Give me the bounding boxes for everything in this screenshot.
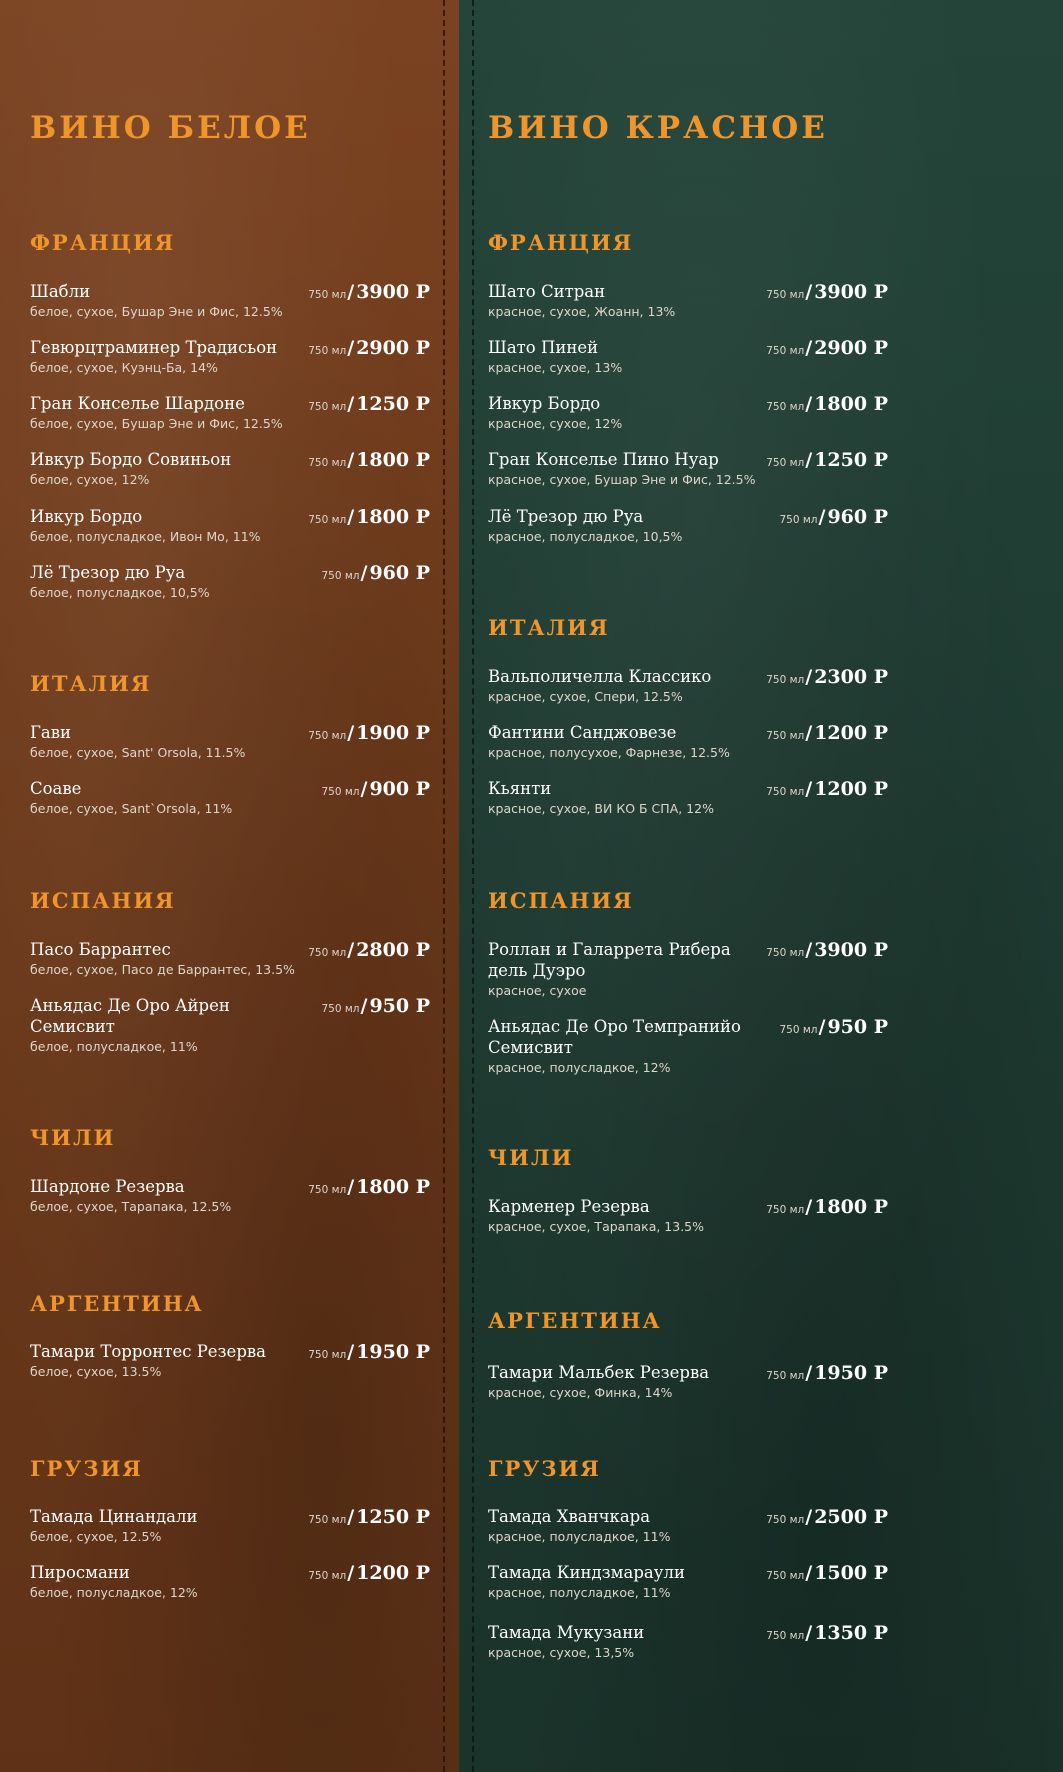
red-wine-title: ВИНО КРАСНОЕ bbox=[488, 110, 828, 146]
wine-item bbox=[488, 1622, 888, 1661]
wine-volume: 750 мл bbox=[321, 1003, 360, 1015]
wine-item bbox=[30, 281, 430, 320]
price-amount: 1250 Р bbox=[356, 393, 430, 415]
wine-price bbox=[321, 995, 430, 1020]
country-heading: ЧИЛИ bbox=[488, 1145, 574, 1170]
wine-price bbox=[766, 337, 888, 362]
wine-name: Гави bbox=[30, 723, 72, 742]
price-amount: 1950 Р bbox=[814, 1362, 888, 1384]
wine-volume: 750 мл bbox=[766, 1570, 805, 1582]
price-amount: 950 Р bbox=[369, 995, 430, 1017]
wine-description: белое, сухое, Бушар Эне и Фис, 12.5% bbox=[30, 304, 283, 319]
price-amount: 1200 Р bbox=[356, 1562, 430, 1584]
wine-description: белое, сухое, Sant`Orsola, 11% bbox=[30, 801, 233, 816]
wine-price bbox=[766, 1506, 888, 1531]
wine-price bbox=[308, 1562, 430, 1587]
wine-item bbox=[488, 449, 888, 488]
wine-name: Вальполичелла Классико bbox=[488, 667, 712, 686]
wine-description: красное, сухое, Спери, 12.5% bbox=[488, 689, 683, 704]
wine-name: Лё Трезор дю Руа bbox=[488, 507, 644, 526]
wine-volume: 750 мл bbox=[308, 730, 347, 742]
wine-description: красное, полусухое, Фарнезе, 12.5% bbox=[488, 745, 730, 760]
price-separator: / bbox=[347, 281, 355, 303]
price-amount: 1800 Р bbox=[814, 393, 888, 415]
wine-item bbox=[488, 722, 888, 761]
wine-item bbox=[30, 995, 430, 1055]
stitch-divider-right bbox=[472, 0, 474, 1772]
wine-name: Тамада Киндзмараули bbox=[488, 1563, 685, 1582]
price-separator: / bbox=[805, 666, 813, 688]
price-amount: 900 Р bbox=[369, 778, 430, 800]
wine-name: Тамада Хванчкара bbox=[488, 1507, 651, 1526]
wine-description: красное, сухое, Жоанн, 13% bbox=[488, 304, 676, 319]
price-separator: / bbox=[805, 1506, 813, 1528]
country-heading: ИТАЛИЯ bbox=[30, 671, 152, 696]
wine-price bbox=[321, 778, 430, 803]
wine-price bbox=[766, 1562, 888, 1587]
wine-description: красное, полусладкое, 11% bbox=[488, 1529, 671, 1544]
wine-name: Тамари Торронтес Резерва bbox=[30, 1342, 267, 1361]
country-heading: АРГЕНТИНА bbox=[30, 1291, 204, 1316]
wine-description: красное, сухое, Финка, 14% bbox=[488, 1385, 673, 1400]
price-separator: / bbox=[347, 393, 355, 415]
wine-description: красное, полусладкое, 12% bbox=[488, 1060, 671, 1075]
wine-volume: 750 мл bbox=[766, 1514, 805, 1526]
price-separator: / bbox=[347, 1562, 355, 1584]
price-separator: / bbox=[347, 722, 355, 744]
wine-volume: 750 мл bbox=[766, 345, 805, 357]
wine-price bbox=[308, 939, 430, 964]
wine-price bbox=[766, 1362, 888, 1387]
price-amount: 1800 Р bbox=[356, 1176, 430, 1198]
wine-description: белое, сухое, 12.5% bbox=[30, 1529, 162, 1544]
wine-price bbox=[308, 506, 430, 531]
country-heading: ИТАЛИЯ bbox=[488, 615, 610, 640]
wine-price bbox=[308, 281, 430, 306]
wine-name: Ивкур Бордо bbox=[30, 507, 143, 526]
price-amount: 2800 Р bbox=[356, 939, 430, 961]
wine-price bbox=[779, 1016, 888, 1041]
wine-name: Соаве bbox=[30, 779, 82, 798]
wine-volume: 750 мл bbox=[321, 570, 360, 582]
price-amount: 960 Р bbox=[827, 506, 888, 528]
wine-item bbox=[30, 722, 430, 761]
wine-price bbox=[766, 393, 888, 418]
price-amount: 960 Р bbox=[369, 562, 430, 584]
price-separator: / bbox=[805, 1196, 813, 1218]
wine-volume: 750 мл bbox=[308, 345, 347, 357]
price-amount: 2500 Р bbox=[814, 1506, 888, 1528]
wine-volume: 750 мл bbox=[308, 1184, 347, 1196]
wine-price bbox=[766, 1622, 888, 1647]
price-amount: 1200 Р bbox=[814, 778, 888, 800]
wine-price bbox=[308, 1341, 430, 1366]
wine-price bbox=[766, 1196, 888, 1221]
price-separator: / bbox=[360, 995, 368, 1017]
wine-name: Гевюрцтраминер Традисьон bbox=[30, 338, 278, 357]
wine-item bbox=[488, 1196, 888, 1235]
price-amount: 2300 Р bbox=[814, 666, 888, 688]
wine-item bbox=[488, 1362, 888, 1401]
wine-item bbox=[30, 939, 430, 978]
wine-description: белое, сухое, Пасо де Баррантес, 13.5% bbox=[30, 962, 295, 977]
country-heading: ФРАНЦИЯ bbox=[488, 230, 634, 255]
wine-item bbox=[488, 1506, 888, 1545]
wine-description: красное, сухое, Тарапака, 13.5% bbox=[488, 1219, 705, 1234]
wine-name: Карменер Резерва bbox=[488, 1197, 650, 1216]
country-heading: АРГЕНТИНА bbox=[488, 1308, 662, 1333]
wine-price bbox=[321, 562, 430, 587]
price-amount: 950 Р bbox=[827, 1016, 888, 1038]
price-amount: 1500 Р bbox=[814, 1562, 888, 1584]
wine-price bbox=[308, 449, 430, 474]
wine-description: белое, полусладкое, 10,5% bbox=[30, 585, 210, 600]
wine-name: Тамари Мальбек Резерва bbox=[488, 1363, 710, 1382]
wine-price bbox=[766, 449, 888, 474]
price-amount: 1200 Р bbox=[814, 722, 888, 744]
wine-item bbox=[30, 506, 430, 545]
country-heading: ГРУЗИЯ bbox=[488, 1456, 601, 1481]
wine-name: Лё Трезор дю Руа bbox=[30, 563, 186, 582]
price-separator: / bbox=[805, 1562, 813, 1584]
wine-price bbox=[766, 778, 888, 803]
wine-item bbox=[488, 1016, 888, 1076]
wine-description: белое, сухое, 12% bbox=[30, 472, 150, 487]
wine-name: Шардоне Резерва bbox=[30, 1177, 185, 1196]
wine-description: красное, сухое, 12% bbox=[488, 416, 623, 431]
wine-price bbox=[308, 1506, 430, 1531]
wine-price bbox=[766, 281, 888, 306]
wine-price bbox=[308, 722, 430, 747]
price-separator: / bbox=[805, 393, 813, 415]
price-separator: / bbox=[347, 1341, 355, 1363]
country-heading: ГРУЗИЯ bbox=[30, 1456, 143, 1481]
country-heading: ИСПАНИЯ bbox=[30, 888, 176, 913]
price-separator: / bbox=[347, 449, 355, 471]
wine-item bbox=[488, 939, 888, 999]
wine-name: Ивкур Бордо bbox=[488, 394, 601, 413]
wine-description: красное, сухое bbox=[488, 983, 587, 998]
wine-description: красное, сухое, Бушар Эне и Фис, 12.5% bbox=[488, 472, 756, 487]
wine-description: красное, полусладкое, 10,5% bbox=[488, 529, 683, 544]
wine-price bbox=[308, 1176, 430, 1201]
wine-volume: 750 мл bbox=[766, 674, 805, 686]
wine-volume: 750 мл bbox=[308, 947, 347, 959]
price-separator: / bbox=[805, 449, 813, 471]
wine-name: Гран Конселье Шардоне bbox=[30, 394, 245, 413]
price-separator: / bbox=[347, 1506, 355, 1528]
wine-volume: 750 мл bbox=[308, 1349, 347, 1361]
price-amount: 1350 Р bbox=[814, 1622, 888, 1644]
price-separator: / bbox=[347, 337, 355, 359]
wine-item bbox=[488, 337, 888, 376]
wine-volume: 750 мл bbox=[308, 1570, 347, 1582]
wine-volume: 750 мл bbox=[766, 457, 805, 469]
wine-price bbox=[766, 722, 888, 747]
wine-volume: 750 мл bbox=[321, 786, 360, 798]
wine-volume: 750 мл bbox=[766, 289, 805, 301]
wine-item bbox=[30, 1506, 430, 1545]
wine-volume: 750 мл bbox=[766, 1204, 805, 1216]
wine-name: Тамада Цинандали bbox=[30, 1507, 198, 1526]
price-separator: / bbox=[805, 281, 813, 303]
wine-volume: 750 мл bbox=[766, 401, 805, 413]
wine-name: Фантини Санджовезе bbox=[488, 723, 677, 742]
price-amount: 1800 Р bbox=[356, 449, 430, 471]
wine-volume: 750 мл bbox=[779, 1024, 818, 1036]
wine-item bbox=[488, 666, 888, 705]
price-amount: 1250 Р bbox=[814, 449, 888, 471]
wine-description: красное, сухое, 13,5% bbox=[488, 1645, 635, 1660]
wine-item bbox=[30, 1562, 430, 1601]
wine-volume: 750 мл bbox=[308, 457, 347, 469]
wine-volume: 750 мл bbox=[779, 514, 818, 526]
price-separator: / bbox=[818, 506, 826, 528]
price-separator: / bbox=[360, 778, 368, 800]
price-amount: 1950 Р bbox=[356, 1341, 430, 1363]
wine-item bbox=[488, 1562, 888, 1601]
wine-name: Роллан и Галаррета Рибера дель Дуэро bbox=[488, 940, 731, 980]
wine-volume: 750 мл bbox=[308, 1514, 347, 1526]
price-separator: / bbox=[805, 722, 813, 744]
wine-description: красное, полусладкое, 11% bbox=[488, 1585, 671, 1600]
price-separator: / bbox=[805, 778, 813, 800]
wine-item bbox=[30, 337, 430, 376]
price-separator: / bbox=[347, 506, 355, 528]
wine-volume: 750 мл bbox=[766, 1630, 805, 1642]
price-amount: 1800 Р bbox=[814, 1196, 888, 1218]
price-separator: / bbox=[347, 939, 355, 961]
wine-price bbox=[766, 939, 888, 964]
wine-description: красное, сухое, 13% bbox=[488, 360, 623, 375]
wine-price bbox=[308, 337, 430, 362]
wine-description: белое, сухое, 13.5% bbox=[30, 1364, 162, 1379]
wine-name: Гран Конселье Пино Нуар bbox=[488, 450, 719, 469]
price-separator: / bbox=[818, 1016, 826, 1038]
wine-item bbox=[30, 778, 430, 817]
wine-volume: 750 мл bbox=[766, 947, 805, 959]
country-heading: ИСПАНИЯ bbox=[488, 888, 634, 913]
wine-item bbox=[30, 1176, 430, 1215]
wine-item bbox=[488, 778, 888, 817]
wine-price bbox=[308, 393, 430, 418]
wine-description: белое, сухое, Тарапака, 12.5% bbox=[30, 1199, 232, 1214]
wine-price bbox=[779, 506, 888, 531]
wine-description: белое, сухое, Sant' Orsola, 11.5% bbox=[30, 745, 246, 760]
price-separator: / bbox=[360, 562, 368, 584]
price-separator: / bbox=[805, 1622, 813, 1644]
stitch-divider-left bbox=[443, 0, 445, 1772]
wine-volume: 750 мл bbox=[308, 514, 347, 526]
price-amount: 1800 Р bbox=[356, 506, 430, 528]
wine-price bbox=[766, 666, 888, 691]
country-heading: ФРАНЦИЯ bbox=[30, 230, 176, 255]
price-separator: / bbox=[805, 337, 813, 359]
wine-name: Шато Ситран bbox=[488, 282, 606, 301]
wine-volume: 750 мл bbox=[308, 289, 347, 301]
price-amount: 2900 Р bbox=[814, 337, 888, 359]
price-amount: 3900 Р bbox=[814, 939, 888, 961]
wine-volume: 750 мл bbox=[766, 730, 805, 742]
wine-name: Пиросмани bbox=[30, 1563, 130, 1582]
wine-volume: 750 мл bbox=[766, 1370, 805, 1382]
white-wine-title: ВИНО БЕЛОЕ bbox=[30, 110, 311, 146]
price-amount: 3900 Р bbox=[356, 281, 430, 303]
wine-name: Кьянти bbox=[488, 779, 552, 798]
wine-item bbox=[30, 393, 430, 432]
wine-item bbox=[30, 449, 430, 488]
price-amount: 3900 Р bbox=[814, 281, 888, 303]
wine-item bbox=[30, 1341, 430, 1380]
price-separator: / bbox=[805, 939, 813, 961]
wine-volume: 750 мл bbox=[766, 786, 805, 798]
wine-name: Ивкур Бордо Совиньон bbox=[30, 450, 232, 469]
price-amount: 1250 Р bbox=[356, 1506, 430, 1528]
price-separator: / bbox=[347, 1176, 355, 1198]
wine-volume: 750 мл bbox=[308, 401, 347, 413]
wine-item bbox=[488, 506, 888, 545]
wine-name: Аньядас Де Оро Айрен Семисвит bbox=[30, 996, 230, 1036]
price-amount: 2900 Р bbox=[356, 337, 430, 359]
wine-item bbox=[30, 562, 430, 601]
wine-name: Шабли bbox=[30, 282, 91, 301]
wine-item bbox=[488, 281, 888, 320]
wine-description: красное, сухое, ВИ КО Б СПА, 12% bbox=[488, 801, 714, 816]
wine-name: Аньядас Де Оро Темпранийо Семисвит bbox=[488, 1017, 741, 1057]
price-amount: 1900 Р bbox=[356, 722, 430, 744]
country-heading: ЧИЛИ bbox=[30, 1125, 116, 1150]
wine-name: Шато Пиней bbox=[488, 338, 599, 357]
wine-name: Пасо Баррантес bbox=[30, 940, 171, 959]
wine-name: Тамада Мукузани bbox=[488, 1623, 645, 1642]
price-separator: / bbox=[805, 1362, 813, 1384]
wine-description: белое, сухое, Куэнц-Ба, 14% bbox=[30, 360, 218, 375]
wine-description: белое, полусладкое, Ивон Мо, 11% bbox=[30, 529, 261, 544]
wine-description: белое, полусладкое, 11% bbox=[30, 1039, 198, 1054]
wine-item bbox=[488, 393, 888, 432]
wine-description: белое, сухое, Бушар Эне и Фис, 12.5% bbox=[30, 416, 283, 431]
wine-description: белое, полусладкое, 12% bbox=[30, 1585, 198, 1600]
